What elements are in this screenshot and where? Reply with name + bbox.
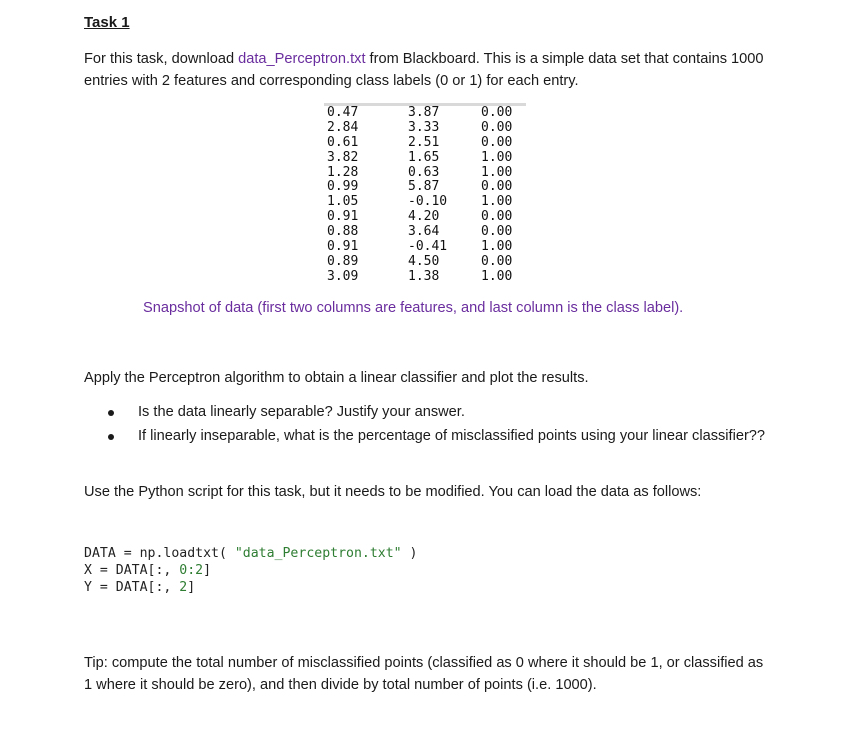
code-number: 2 [179, 580, 188, 595]
data-cell: 0.91 [327, 209, 359, 225]
data-cell: -0.10 [408, 194, 448, 210]
tip-paragraph: Tip: compute the total number of misclassified points (classified as 0 where it should be 1, or classified as 1 where it should be zero), and then divide by total number of points (i.e. 1000). [84, 655, 764, 693]
data-cell: 0.89 [327, 253, 359, 269]
intro-paragraph [84, 48, 784, 92]
data-file-link[interactable]: data_Perceptron.txt [238, 51, 366, 67]
data-cell: 1.38 [408, 268, 440, 284]
intro-text-before: For this task, download [84, 51, 239, 67]
data-cell: -0.41 [408, 239, 448, 255]
data-row [324, 166, 526, 181]
data-row [324, 151, 526, 166]
data-cell: 4.50 [408, 253, 440, 269]
question-text: Is the data linearly separable? Justify your answer. [138, 404, 465, 420]
code-string: "data_Perceptron.txt" [234, 546, 402, 561]
data-row [324, 180, 526, 195]
data-cell: 0.00 [481, 253, 513, 269]
data-cell: 0.63 [408, 164, 440, 180]
data-cell: 2.84 [327, 119, 359, 135]
data-cell: 0.00 [481, 179, 513, 195]
snapshot-caption: Snapshot of data (first two columns are features, and last column is the class label). [143, 300, 684, 316]
data-cell: 0.61 [327, 134, 359, 150]
data-snapshot-table [324, 103, 526, 286]
data-cell: 5.87 [408, 179, 440, 195]
data-cell: 0.88 [327, 224, 359, 240]
bullet-dot-icon [108, 434, 114, 440]
intro-text-after: from Blackboard. This is a simple data set that contains 1000 entries with 2 features and corresponding class labels (0 or 1) for each entry. [84, 51, 764, 89]
data-cell: 3.87 [408, 105, 440, 120]
data-row [324, 225, 526, 240]
data-cell: 0.91 [327, 239, 359, 255]
data-cell: 1.00 [481, 239, 513, 255]
task-title: Task 1 [84, 14, 130, 31]
data-cell: 0.00 [481, 134, 513, 150]
data-cell: 1.65 [408, 149, 440, 165]
code-line [84, 545, 417, 562]
data-cell: 0.00 [481, 105, 513, 120]
question-list [84, 401, 774, 447]
data-cell: 1.00 [481, 268, 513, 284]
instruction-apply: Apply the Perceptron algorithm to obtain a linear classifier and plot the results. [84, 370, 589, 386]
data-cell: 1.28 [327, 164, 359, 180]
data-cell: 3.64 [408, 224, 440, 240]
data-row [324, 210, 526, 225]
bullet-dot-icon [108, 410, 114, 416]
data-row [324, 195, 526, 210]
code-text: X = DATA[:, [84, 563, 180, 578]
data-cell: 1.00 [481, 149, 513, 165]
data-cell: 2.51 [408, 134, 440, 150]
instruction-use-script: Use the Python script for this task, but it needs to be modified. You can load the data as follows: [84, 484, 702, 500]
data-cell: 0.00 [481, 209, 513, 225]
data-cell: 1.00 [481, 194, 513, 210]
code-text: ) [401, 546, 418, 561]
data-cell: 0.00 [481, 224, 513, 240]
code-line [84, 562, 417, 579]
data-cell: 0.99 [327, 179, 359, 195]
data-cell: 4.20 [408, 209, 440, 225]
question-item [84, 401, 774, 423]
data-cell: 0.00 [481, 119, 513, 135]
data-cell: 3.33 [408, 119, 440, 135]
code-text: ] [187, 580, 196, 595]
code-text: Y = DATA[:, [84, 580, 180, 595]
code-text: DATA = np.loadtxt( [84, 546, 235, 561]
data-cell: 1.05 [327, 194, 359, 210]
question-item [84, 425, 774, 447]
data-cell: 0.47 [327, 105, 359, 120]
data-row [324, 121, 526, 136]
data-row [324, 106, 526, 121]
data-cell: 3.09 [327, 268, 359, 284]
data-cell: 1.00 [481, 164, 513, 180]
code-number: 0:2 [179, 563, 204, 578]
code-block [84, 545, 417, 596]
data-cell: 3.82 [327, 149, 359, 165]
code-line [84, 579, 417, 596]
question-text: If linearly inseparable, what is the percentage of misclassified points using your linear classifier?? [138, 428, 766, 444]
data-row [324, 136, 526, 151]
data-row [324, 255, 526, 270]
data-row [324, 240, 526, 255]
code-text: ] [203, 563, 212, 578]
data-row [324, 270, 526, 285]
